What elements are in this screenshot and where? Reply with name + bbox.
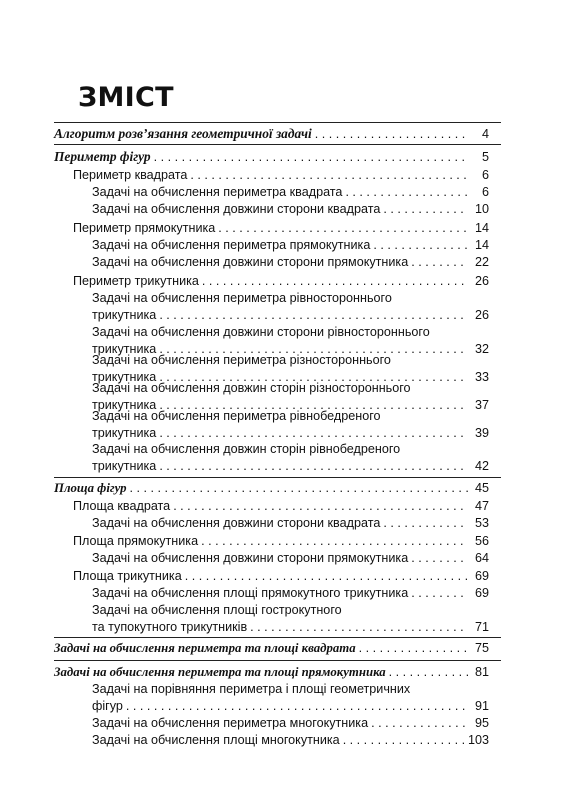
page-number: 64 xyxy=(474,551,489,565)
page-number: 4 xyxy=(481,127,489,141)
toc-entry[interactable]: Периметр фігур . . . 5 xyxy=(54,148,489,166)
leader-dots xyxy=(159,425,468,442)
page-number: 6 xyxy=(481,168,489,182)
page-number: 95 xyxy=(474,716,489,730)
leader-dots xyxy=(190,167,468,184)
leader-dots xyxy=(185,568,468,585)
toc-entry[interactable]: Задачі на обчислення периметра прямокутника . . . 14 xyxy=(92,237,489,254)
leader-dots xyxy=(250,619,468,636)
toc-entry[interactable]: Периметр квадрата . . . 6 xyxy=(73,167,489,184)
leader-dots xyxy=(345,184,468,201)
toc-entry-line: Задачі на обчислення периметра рівностороннього xyxy=(92,291,392,305)
page-number: 26 xyxy=(474,308,489,322)
divider xyxy=(54,637,501,638)
toc-entry[interactable]: Площа трикутника . . . 69 xyxy=(73,568,489,585)
toc-entry[interactable]: Задачі на обчислення периметра многокутника . . . 95 xyxy=(92,715,489,732)
toc-entry[interactable]: трикутника . . . 26 xyxy=(92,307,489,324)
page-number: 42 xyxy=(474,459,489,473)
toc-entry[interactable]: Задачі на обчислення периметра та площі квадрата . . . 75 xyxy=(54,640,489,657)
toc-entry[interactable]: Периметр трикутника . . . 26 xyxy=(73,273,489,290)
toc-entry[interactable]: Площа фігур . . . 45 xyxy=(54,480,489,497)
toc-entry[interactable]: Площа прямокутника . . . 56 xyxy=(73,533,489,550)
leader-dots xyxy=(126,698,468,715)
toc-entry[interactable]: та тупокутного трикутників . . . 71 xyxy=(92,619,489,636)
divider xyxy=(54,660,501,661)
toc-entry[interactable]: Задачі на обчислення довжини сторони квадрата . . . 53 xyxy=(92,515,489,532)
toc-entry[interactable]: Алгоритм розв’язання геометричної задачі . . . 4 xyxy=(54,125,489,143)
toc-entry[interactable]: Задачі на обчислення площі прямокутного трикутника . . . 69 xyxy=(92,585,489,602)
page-number: 45 xyxy=(474,481,489,495)
leader-dots xyxy=(373,237,468,254)
toc-entry[interactable]: Задачі на обчислення довжини сторони квадрата . . . 10 xyxy=(92,201,489,218)
divider xyxy=(54,477,501,478)
page-number: 26 xyxy=(474,274,489,288)
page-number: 75 xyxy=(474,641,489,655)
leader-dots xyxy=(159,307,468,324)
page-number: 39 xyxy=(474,426,489,440)
divider xyxy=(54,122,501,123)
page-number: 14 xyxy=(474,238,489,252)
page-number: 103 xyxy=(467,733,489,747)
leader-dots xyxy=(411,550,468,567)
leader-dots xyxy=(202,273,468,290)
leader-dots xyxy=(383,515,468,532)
leader-dots xyxy=(154,149,468,166)
toc-entry[interactable]: Задачі на обчислення периметра квадрата . . . 6 xyxy=(92,184,489,201)
toc-entry[interactable]: Периметр прямокутника . . . 14 xyxy=(73,220,489,237)
leader-dots xyxy=(159,458,468,475)
leader-dots xyxy=(173,498,468,515)
toc-entry[interactable]: Задачі на обчислення довжини сторони прямокутника . . . 22 xyxy=(92,254,489,271)
toc-entry-line: Задачі на обчислення периметра різностороннього xyxy=(92,353,391,367)
toc-entry-line: Задачі на порівняння периметра і площі геометричних xyxy=(92,682,411,696)
leader-dots xyxy=(130,480,468,497)
divider xyxy=(54,144,501,145)
toc-entry[interactable]: Задачі на обчислення площі многокутника . . . 103 xyxy=(92,732,489,749)
toc-entry-line: Задачі на обчислення площі гострокутного xyxy=(92,603,342,617)
leader-dots xyxy=(389,664,468,681)
page-number: 14 xyxy=(474,221,489,235)
toc-entry-line: Задачі на обчислення довжини сторони рівностороннього xyxy=(92,325,430,339)
leader-dots xyxy=(411,585,468,602)
toc-entry[interactable]: фігур . . . 91 xyxy=(92,698,489,715)
toc-entry-line: Задачі на обчислення периметра рівнобедреного xyxy=(92,409,381,423)
page-number: 5 xyxy=(481,150,489,164)
toc-entry[interactable]: трикутника . . . 42 xyxy=(92,458,489,475)
toc-entry[interactable]: Задачі на обчислення периметра та площі прямокутника . . . 81 xyxy=(54,664,489,681)
leader-dots xyxy=(218,220,468,237)
page-number: 56 xyxy=(474,534,489,548)
leader-dots xyxy=(315,126,468,143)
leader-dots xyxy=(383,201,468,218)
toc-entry[interactable]: Задачі на обчислення довжини сторони прямокутника . . . 64 xyxy=(92,550,489,567)
leader-dots xyxy=(201,533,468,550)
page-number: 32 xyxy=(474,342,489,356)
page-number: 10 xyxy=(474,202,489,216)
toc-entry-line: Задачі на обчислення довжин сторін різностороннього xyxy=(92,381,411,395)
leader-dots xyxy=(411,254,468,271)
page-number: 47 xyxy=(474,499,489,513)
leader-dots xyxy=(359,640,468,657)
page-number: 81 xyxy=(474,665,489,679)
page-number: 33 xyxy=(474,370,489,384)
toc-entry-line: Задачі на обчислення довжин сторін рівнобедреного xyxy=(92,442,401,456)
page-number: 22 xyxy=(474,255,489,269)
page-number: 69 xyxy=(474,569,489,583)
page-number: 6 xyxy=(481,185,489,199)
toc-entry[interactable]: Площа квадрата . . . 47 xyxy=(73,498,489,515)
page-number: 53 xyxy=(474,516,489,530)
page-number: 37 xyxy=(474,398,489,412)
page-number: 71 xyxy=(474,620,489,634)
page-title: ЗМІСТ xyxy=(78,82,174,113)
toc-entry[interactable]: трикутника . . . 32 xyxy=(92,341,489,358)
toc-entry[interactable]: трикутника . . . 33 xyxy=(92,369,489,386)
leader-dots xyxy=(371,715,468,732)
page-number: 69 xyxy=(474,586,489,600)
leader-dots xyxy=(343,732,465,749)
toc-entry[interactable]: трикутника . . . 37 xyxy=(92,397,489,414)
toc-entry[interactable]: трикутника . . . 39 xyxy=(92,425,489,442)
page-number: 91 xyxy=(474,699,489,713)
